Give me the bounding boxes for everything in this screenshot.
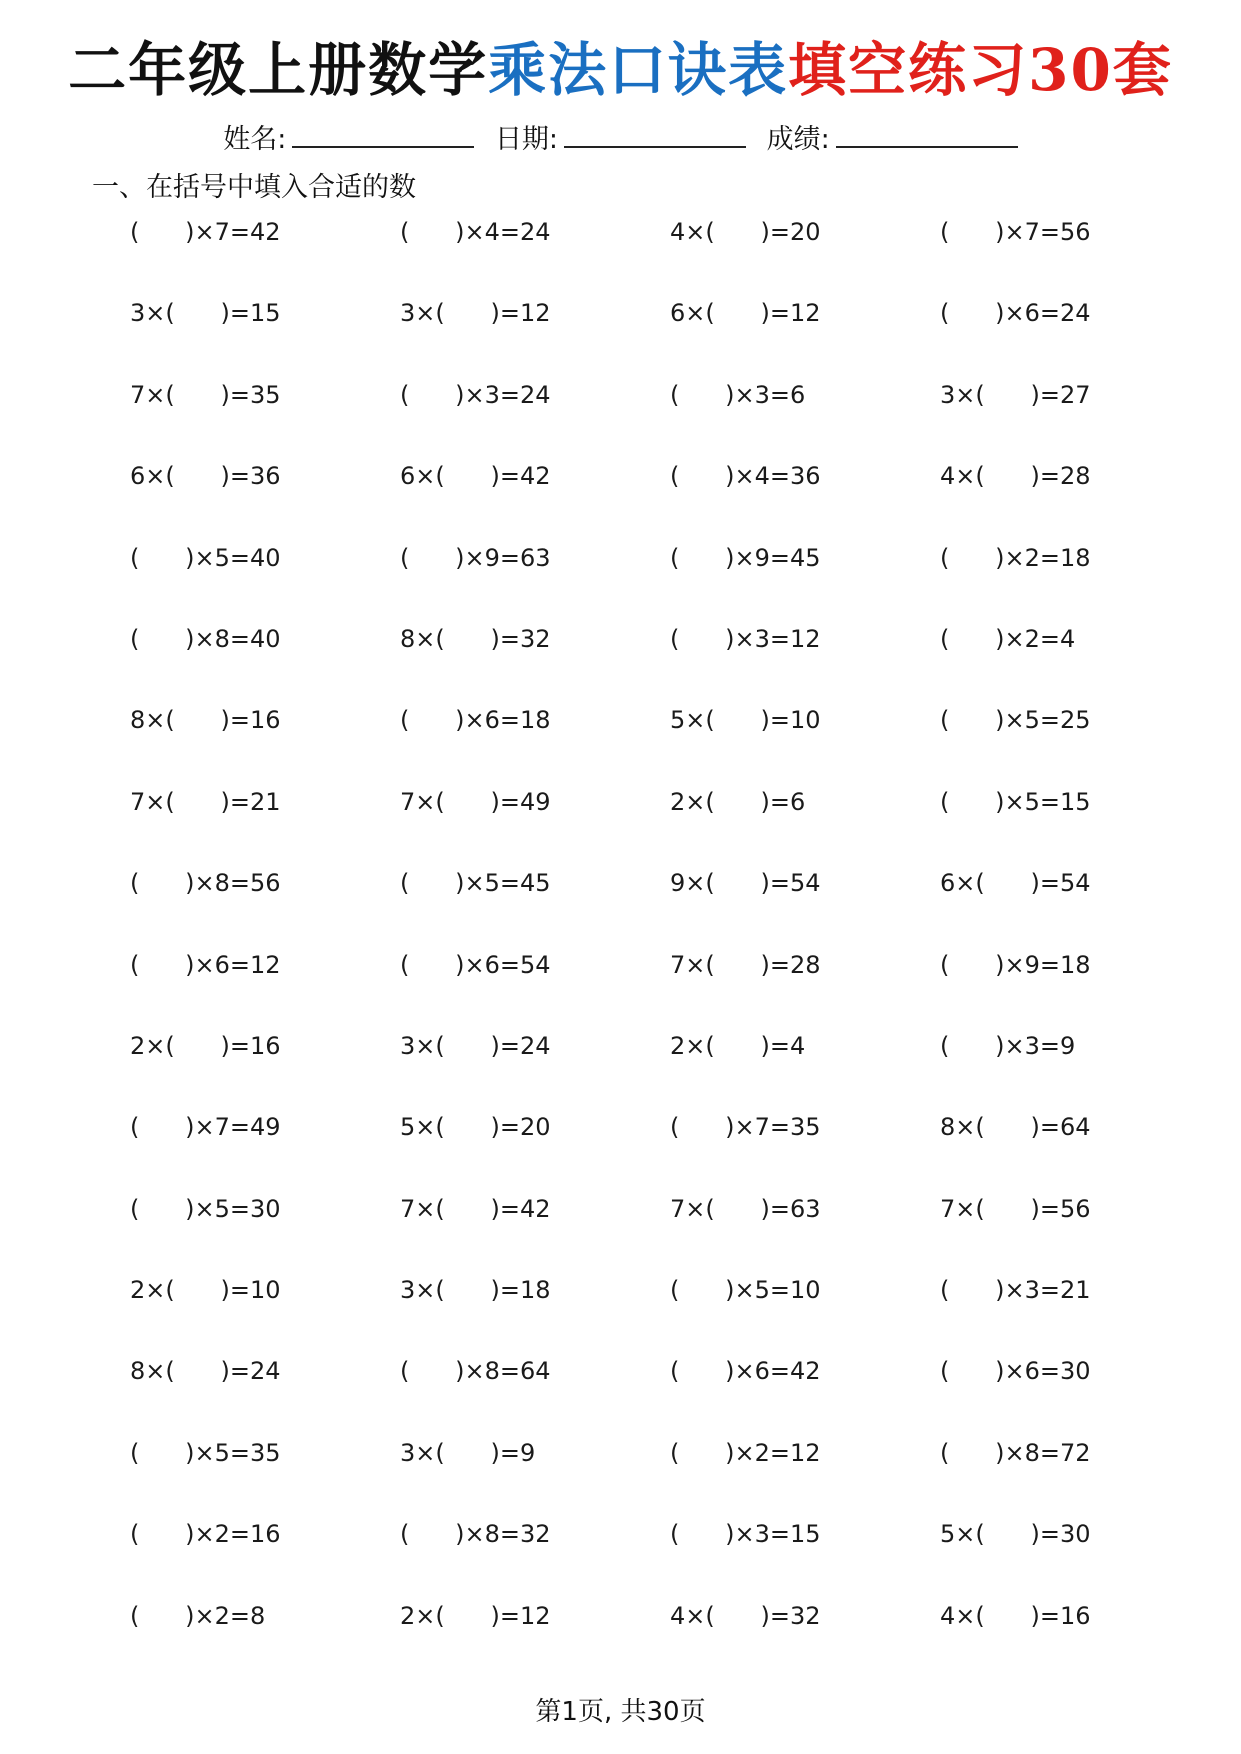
problem-item[interactable]: ( )×3=15: [670, 1520, 821, 1549]
problem-item[interactable]: 6×( )=36: [130, 462, 281, 491]
problem-item[interactable]: ( )×6=18: [400, 706, 551, 735]
problem-item[interactable]: 5×( )=20: [400, 1113, 551, 1142]
problem-item[interactable]: ( )×9=45: [670, 543, 821, 572]
problem-item[interactable]: ( )×5=40: [130, 543, 281, 572]
problem-row: [0, 1433, 1241, 1514]
problem-item[interactable]: 3×( )=18: [400, 1276, 551, 1305]
problem-row: [0, 1514, 1241, 1595]
problem-item[interactable]: ( )×2=8: [130, 1601, 266, 1630]
problem-item[interactable]: ( )×5=45: [400, 869, 551, 898]
title-part-grade: 二年级上册数学: [68, 36, 489, 104]
problem-item[interactable]: 6×( )=12: [670, 299, 821, 328]
problem-row: [0, 782, 1241, 863]
problem-item[interactable]: ( )×5=10: [670, 1276, 821, 1305]
title-part-exercise: 填空练习30套: [788, 36, 1173, 104]
problem-item[interactable]: 6×( )=42: [400, 462, 551, 491]
problem-item[interactable]: ( )×8=32: [400, 1520, 551, 1549]
problem-item[interactable]: ( )×6=42: [670, 1357, 821, 1386]
problem-item[interactable]: ( )×2=4: [940, 624, 1076, 653]
date-blank[interactable]: [564, 122, 746, 148]
problem-item[interactable]: 7×( )=28: [670, 950, 821, 979]
problem-item[interactable]: ( )×4=36: [670, 462, 821, 491]
problem-item[interactable]: 5×( )=30: [940, 1520, 1091, 1549]
problem-item[interactable]: 8×( )=32: [400, 624, 551, 653]
student-info-line: [0, 120, 1241, 160]
problem-item[interactable]: 7×( )=21: [130, 787, 281, 816]
problem-row: [0, 619, 1241, 700]
date-field: [495, 120, 746, 160]
problem-item[interactable]: 2×( )=12: [400, 1601, 551, 1630]
problem-item[interactable]: ( )×6=12: [130, 950, 281, 979]
problem-grid: [0, 212, 1241, 1677]
problem-item[interactable]: 2×( )=10: [130, 1276, 281, 1305]
problem-item[interactable]: 8×( )=16: [130, 706, 281, 735]
problem-item[interactable]: ( )×5=35: [130, 1438, 281, 1467]
problem-item[interactable]: ( )×5=30: [130, 1194, 281, 1223]
problem-item[interactable]: 3×( )=15: [130, 299, 281, 328]
problem-item[interactable]: ( )×5=25: [940, 706, 1091, 735]
problem-item[interactable]: ( )×7=49: [130, 1113, 281, 1142]
problem-item[interactable]: 3×( )=12: [400, 299, 551, 328]
problem-item[interactable]: ( )×2=12: [670, 1438, 821, 1467]
problem-row: [0, 456, 1241, 537]
date-label: 日期:: [494, 124, 559, 155]
problem-row: [0, 1596, 1241, 1677]
problem-item[interactable]: ( )×3=21: [940, 1276, 1091, 1305]
problem-row: [0, 293, 1241, 374]
problem-row: [0, 1351, 1241, 1432]
problem-row: [0, 375, 1241, 456]
problem-row: [0, 863, 1241, 944]
problem-row: [0, 1107, 1241, 1188]
page-number: 第1页, 共30页: [535, 1697, 706, 1727]
problem-item[interactable]: ( )×4=24: [400, 218, 551, 246]
problem-item[interactable]: 3×( )=24: [400, 1031, 551, 1060]
title-part-topic: 乘法口诀表: [488, 36, 789, 104]
problem-item[interactable]: ( )×2=16: [130, 1520, 281, 1549]
problem-item[interactable]: 2×( )=4: [670, 1031, 806, 1060]
problem-item[interactable]: ( )×7=42: [130, 218, 281, 246]
problem-item[interactable]: 7×( )=63: [670, 1194, 821, 1223]
problem-item[interactable]: ( )×8=40: [130, 624, 281, 653]
problem-item[interactable]: ( )×9=18: [940, 950, 1091, 979]
name-blank[interactable]: [292, 122, 474, 148]
problem-item[interactable]: ( )×3=6: [670, 380, 806, 409]
problem-item[interactable]: 4×( )=32: [670, 1601, 821, 1630]
problem-item[interactable]: ( )×8=72: [940, 1438, 1091, 1467]
problem-item[interactable]: 2×( )=16: [130, 1031, 281, 1060]
score-blank[interactable]: [836, 122, 1018, 148]
problem-row: [0, 945, 1241, 1026]
score-label: 成绩:: [766, 124, 830, 155]
problem-item[interactable]: ( )×7=35: [670, 1113, 821, 1142]
problem-item[interactable]: ( )×6=24: [940, 299, 1091, 328]
problem-row: [0, 1270, 1241, 1351]
problem-item[interactable]: 6×( )=54: [940, 869, 1091, 898]
problem-item[interactable]: 3×( )=9: [400, 1438, 536, 1467]
section-heading: 一、在括号中填入合适的数: [92, 172, 416, 203]
score-field: [767, 120, 1018, 160]
page-title: [0, 28, 1241, 112]
name-label: 姓名:: [223, 124, 287, 155]
problem-item[interactable]: ( )×3=12: [670, 624, 821, 653]
problem-item[interactable]: ( )×2=18: [940, 543, 1091, 572]
name-field: [223, 120, 474, 160]
problem-row: [0, 212, 1241, 293]
problem-item[interactable]: ( )×7=56: [940, 218, 1091, 246]
problem-item[interactable]: 7×( )=42: [400, 1194, 551, 1223]
problem-item[interactable]: ( )×5=15: [940, 787, 1091, 816]
problem-item[interactable]: 4×( )=20: [670, 218, 821, 246]
problem-row: [0, 538, 1241, 619]
problem-item[interactable]: 3×( )=27: [940, 380, 1091, 409]
problem-item[interactable]: ( )×6=30: [940, 1357, 1091, 1386]
problem-item[interactable]: 4×( )=16: [940, 1601, 1091, 1630]
problem-item[interactable]: 5×( )=10: [670, 706, 821, 735]
problem-row: [0, 1189, 1241, 1270]
problem-item[interactable]: 2×( )=6: [670, 787, 806, 816]
problem-row: [0, 1026, 1241, 1107]
problem-item[interactable]: 4×( )=28: [940, 462, 1091, 491]
problem-item[interactable]: ( )×3=9: [940, 1031, 1076, 1060]
problem-item[interactable]: ( )×9=63: [400, 543, 551, 572]
problem-item[interactable]: ( )×8=64: [400, 1357, 551, 1386]
problem-item[interactable]: ( )×6=54: [400, 950, 551, 979]
problem-item[interactable]: ( )×8=56: [130, 869, 281, 898]
problem-item[interactable]: ( )×3=24: [400, 380, 551, 409]
problem-item[interactable]: 8×( )=24: [130, 1357, 281, 1386]
problem-item[interactable]: 8×( )=64: [940, 1113, 1091, 1142]
problem-item[interactable]: 7×( )=49: [400, 787, 551, 816]
problem-item[interactable]: 7×( )=56: [940, 1194, 1091, 1223]
problem-item[interactable]: 9×( )=54: [670, 869, 821, 898]
problem-row: [0, 700, 1241, 781]
problem-item[interactable]: 7×( )=35: [130, 380, 281, 409]
